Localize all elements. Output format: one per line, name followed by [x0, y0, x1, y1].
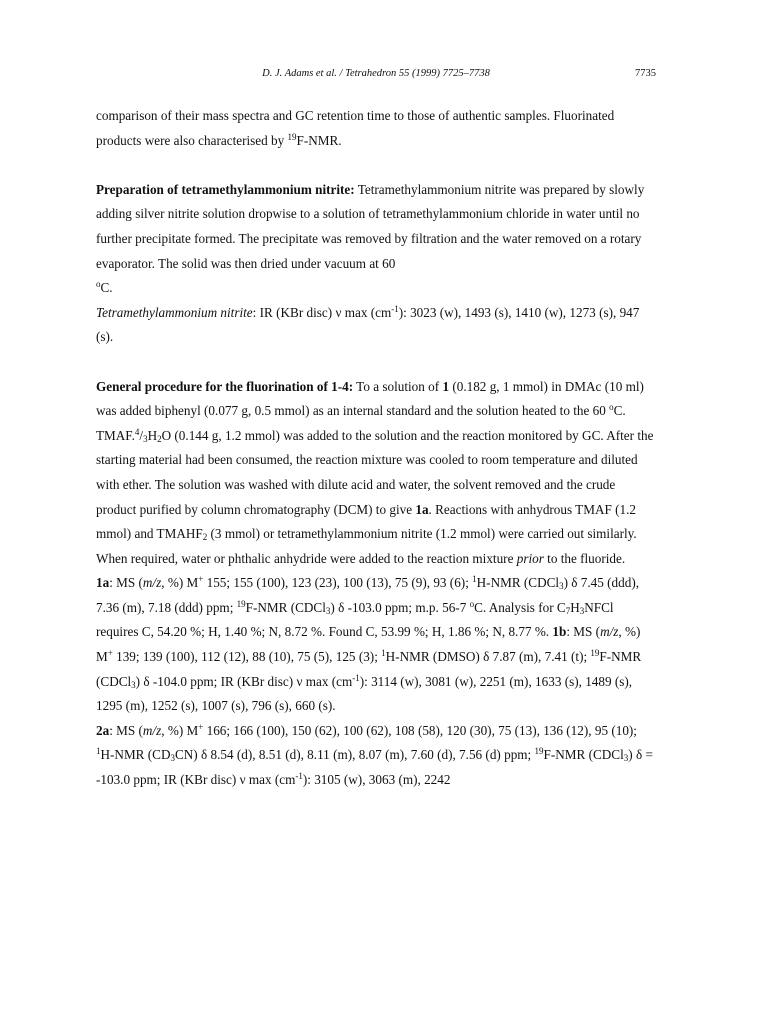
article-body [96, 104, 656, 793]
section-heading: General procedure for the fluorination of 1-4: [96, 378, 354, 394]
paragraph-compound-1a-1b-data: 1a: MS (m/z, %) M+ 155; 155 (100), 123 (23), 100 (13), 75 (9), 93 (6); $^1$H-NMR (CDCl$_3$) δ 7.45 (ddd), 7.36 (m), 7.18 (ddd) ppm; $^{19}$F-NMR (CDCl$_3$) δ -103.0 ppm; m.p. 56-7 $^o$C. Analysis for $C_7H_3NFCl$ requires C, 54.20 %; H, 1.40 %; N, 8.72 %. Found C, 53.99 %; H, 1.86 %; N, 8.77 %. 1b: MS (m/z, %) M+ 139; 139 (100), 112 (12), 88 (10), 75 (5), 125 (3); $^1$H-NMR (DMSO) δ 7.87 (m), 7.41 (t); $^{19}$F-NMR (CDCl$_3$) δ -104.0 ppm; IR (KBr disc) ν $\max (cm^{-1})$: 3114 (w), 3081 (w), 2251 (m), 1633 (s), 1489 (s), 1295 (m), 1252 (s), 1007 (s), 796 (s), 660 (s). [96, 574, 642, 714]
running-title: D. J. Adams et al. / Tetrahedron 55 (1999) 7725–7738 [262, 68, 490, 79]
page-number: 7735 [635, 68, 656, 79]
paragraph-general-procedure: General procedure for the fluorination of 1-4: To a solution of 1 (0.182 g, 1 mmol) in DMAc (10 ml) was added biphenyl (0.077 g, 0.5 mmol) as an internal standard and the solution heated to the 60 $^o$C. $TMAF.^4/_3H_2O$ (0.144 g, 1.2 mmol) was added to the solution and the reaction monitored by GC. After the starting material had been consumed, the reaction mixture was cooled to room temperature and diluted with ether. The solution was washed with dilute acid and water, the solvent removed and the crude product purified by column chromatography (DCM) to give 1a. Reactions with anhydrous TMAF (1.2 mmol) and $TMAHF_2$ (3 mmol) or tetramethylammonium nitrite (1.2 mmol) were carried out similarly. When required, water or phthalic anhydride were added to the reaction mixture prior to the fluoride. [96, 378, 654, 566]
paragraph-compound-2a-data: 2a: MS (m/z, %) M+ 166; 166 (100), 150 (62), 100 (62), 108 (58), 120 (30), 75 (13), 136 (12), 95 (10); $^1$H-NMR $(CD_3CN)$ δ 8.54 (d), 8.51 (d), 8.11 (m), 8.07 (m), 7.60 (d), 7.56 (d) ppm; $^{19}$F-NMR (CDCl$_3$) δ = -103.0 ppm; IR (KBr disc) ν $\max (cm^{-1})$: 3105 (w), 3063 (m), 2242 [96, 721, 653, 788]
paragraph-gap [96, 350, 656, 375]
section-heading: Preparation of tetramethylammonium nitrite: [96, 181, 355, 197]
paragraph-nitrite-ir: Tetramethylammonium nitrite: IR (KBr disc) ν $\max (cm^{-1})$: 3023 (w), 1493 (s), 1410 (w), 1273 (s), 947 (s). [96, 303, 640, 345]
paragraph-nitrite-preparation: Preparation of tetramethylammonium nitrite: Tetramethylammonium nitrite was prepared by slowly adding silver nitrite solution dropwise to a solution of tetramethylammonium chloride in water until no further precipitate formed. The precipitate was removed by filtration and the water removed on a rotary evaporator. The solid was then dried under vacuum at 60 $^o$C. [96, 181, 645, 296]
paragraph-gap [96, 153, 656, 178]
page-header [96, 68, 656, 84]
paragraph-authentic-samples: comparison of their mass spectra and GC retention time to those of authentic samples. Fluorinated products were also characterised by $^{19}$F-NMR. [96, 108, 615, 148]
